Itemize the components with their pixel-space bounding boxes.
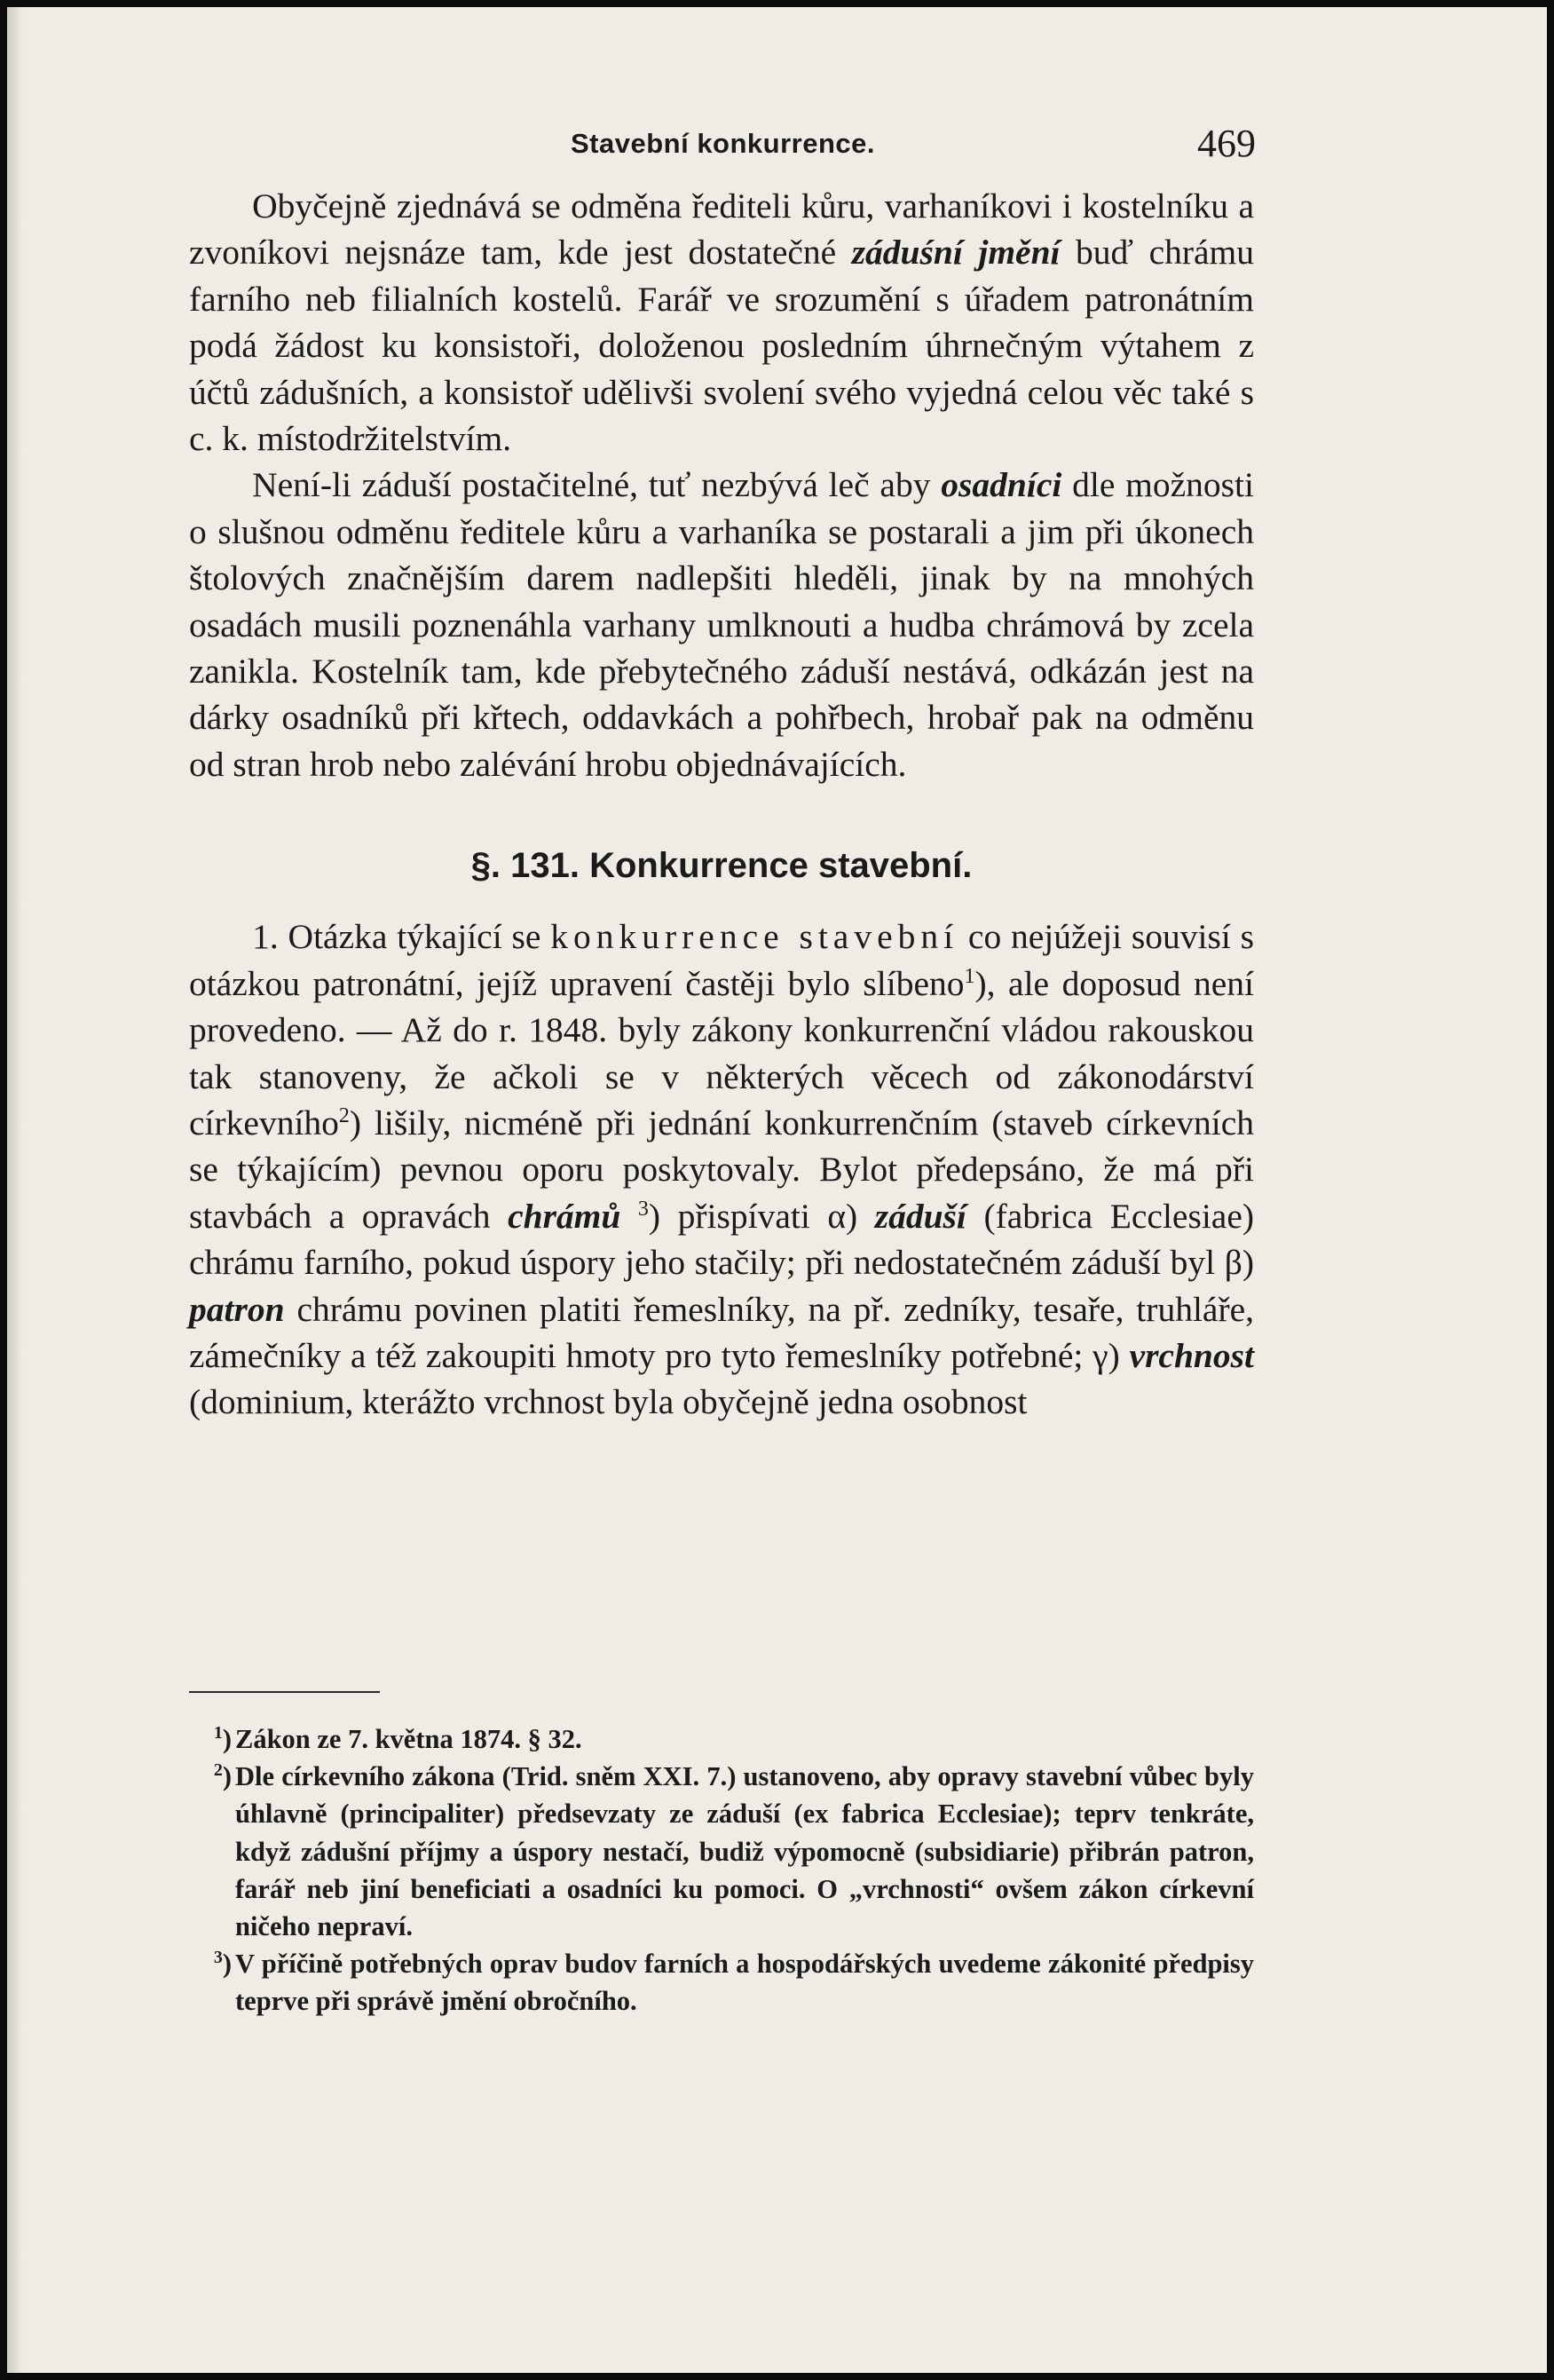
paragraph-2: Není-li záduší postačitelné, tuť nezbývá leč aby osadníci dle možnosti o slušnou odměnu ředitele kůru a varhaníka se postarali a jim při úkonech štolových značnějším darem nadlepšiti hleděli, jinak by na mnohých osadách musili poznenáhla varhany umlknouti a hudba chrámová by zcela zanikla. Kostelník tam, kde přebytečného záduší nestává, odkázán jest na dárky osadníků při křtech, oddavkách a pohřbech, hrobař pak na odměnu od stran hrob nebo zalévání hrobu objednávajících.: [189, 465, 1255, 784]
running-title: Stavební konkurrence.: [571, 128, 876, 159]
emphasis-zadusni-jmeni: záduśní jmění: [851, 233, 1061, 273]
emphasis-zadusi: záduší: [874, 1196, 966, 1236]
footnote-text: V příčině potřebných oprav budov farních a hospodářských uvedeme zákonité předpisy teprve při správě jmění obročního.: [235, 1949, 1254, 2017]
body-text: [189, 183, 1254, 1426]
footnote-mark: 2: [213, 1760, 223, 1781]
section-heading: §. 131. Konkurrence stavební.: [470, 846, 973, 886]
footnote-ref-3: 3: [637, 1197, 649, 1221]
footnote-3: $^3$) V příčině potřebných oprav budov farních a hospodářských uvedeme zákonité předpisy teprve při správě jmění obročního.: [189, 1945, 1254, 2020]
footnote-ref-1: 1: [964, 964, 975, 988]
emphasis-vrchnost: vrchnost: [1129, 1335, 1254, 1375]
footnotes: [189, 1720, 1254, 2020]
footnote-1: $^1$) Zákon ze 7. května 1874. § 32.: [189, 1720, 1254, 1758]
page-edge-shadow: [7, 7, 23, 2373]
footnote-rule: [189, 1691, 380, 1693]
emphasis-osadnici: osadníci: [941, 465, 1062, 505]
footnote-ref-2: 2: [338, 1103, 350, 1127]
footnote-text: Dle církevního zákona (Trid. sněm XXI. 7.) ustanoveno, aby opravy stavební vůbec byly úhlavně (principaliter) předsevzaty ze záduší (ex fabrica Ecclesiae); teprv tenkráte, když zádušní příjmy a úspory nestačí, budiž výpomocně (subsidiarie) přibrán patron, farář neb jiní beneficiati a osadníci ku pomoci. O „vrchnosti“ ovšem zákon církevní ničeho nepraví.: [235, 1761, 1254, 1942]
running-head: [189, 121, 1254, 174]
footnote-mark: 1: [213, 1722, 223, 1743]
footnote-text: Zákon ze 7. května 1874. § 32.: [235, 1724, 582, 1754]
book-page: [7, 7, 1547, 2373]
spaced-term: konkurrence stavební: [550, 917, 959, 957]
emphasis-chramu: chrámů: [508, 1196, 621, 1236]
page-number: 469: [1197, 122, 1256, 165]
paragraph-1: Obyčejně zjednává se odměna řediteli kůru, varhaníkovi i kostelníku a zvoníkovi nejsnáze tam, kde jest dostatečné záduśní jmění buď chrámu farního neb filialních kostelů. Farář ve srozumění s úřadem patronátním podá žádost ku konsistoři, doloženou posledním úhrnečným výtahem z účtů zádušních, a konsistoř udělivši svolení svého vyjedná celou věc také s c. k. místodržitelstvím.: [189, 186, 1255, 459]
emphasis-patron: patron: [189, 1289, 285, 1329]
footnote-mark: 3: [213, 1948, 223, 1968]
footnote-2: $^2$) Dle církevního zákona (Trid. sněm XXI. 7.) ustanoveno, aby opravy stavební vůbec byly úhlavně (principaliter) předsevzaty ze záduší (ex fabrica Ecclesiae); teprv tenkráte, když zádušní příjmy a úspory nestačí, budiž výpomocně (subsidiarie) přibrán patron, farář neb jiní beneficiati a osadníci ku pomoci. O „vrchnosti“ ovšem zákon církevní ničeho nepraví.: [189, 1758, 1254, 1945]
paragraph-3: 1. Otázka týkající se konkurrence stavební co nejúžeji souvisí s otázkou patronátní, jejíž upravení častěji bylo slíbeno$^1$), ale doposud není provedeno. — Až do r. 1848. byly zákony konkurrenční vládou rakouskou tak stanoveny, že ačkoli se v některých věcech od zákonodárství církevního$^2$) lišily, nicméně při jednání konkurrenčním (staveb církevních se týkajícím) pevnou oporu poskytovaly. Bylot předepsáno, že má při stavbách a opravách chrámů $^3$) přispívati α) záduší (fabrica Ecclesiae) chrámu farního, pokud úspory jeho stačily; při nedostatečném záduší byl β) patron chrámu povinen platiti řemeslníky, na př. zedníky, tesaře, truhláře, zámečníky a též zakoupiti hmoty pro tyto řemeslníky potřebné; γ) vrchnost (dominium, kterážto vrchnost byla obyčejně jedna osobnost: [189, 917, 1255, 1422]
